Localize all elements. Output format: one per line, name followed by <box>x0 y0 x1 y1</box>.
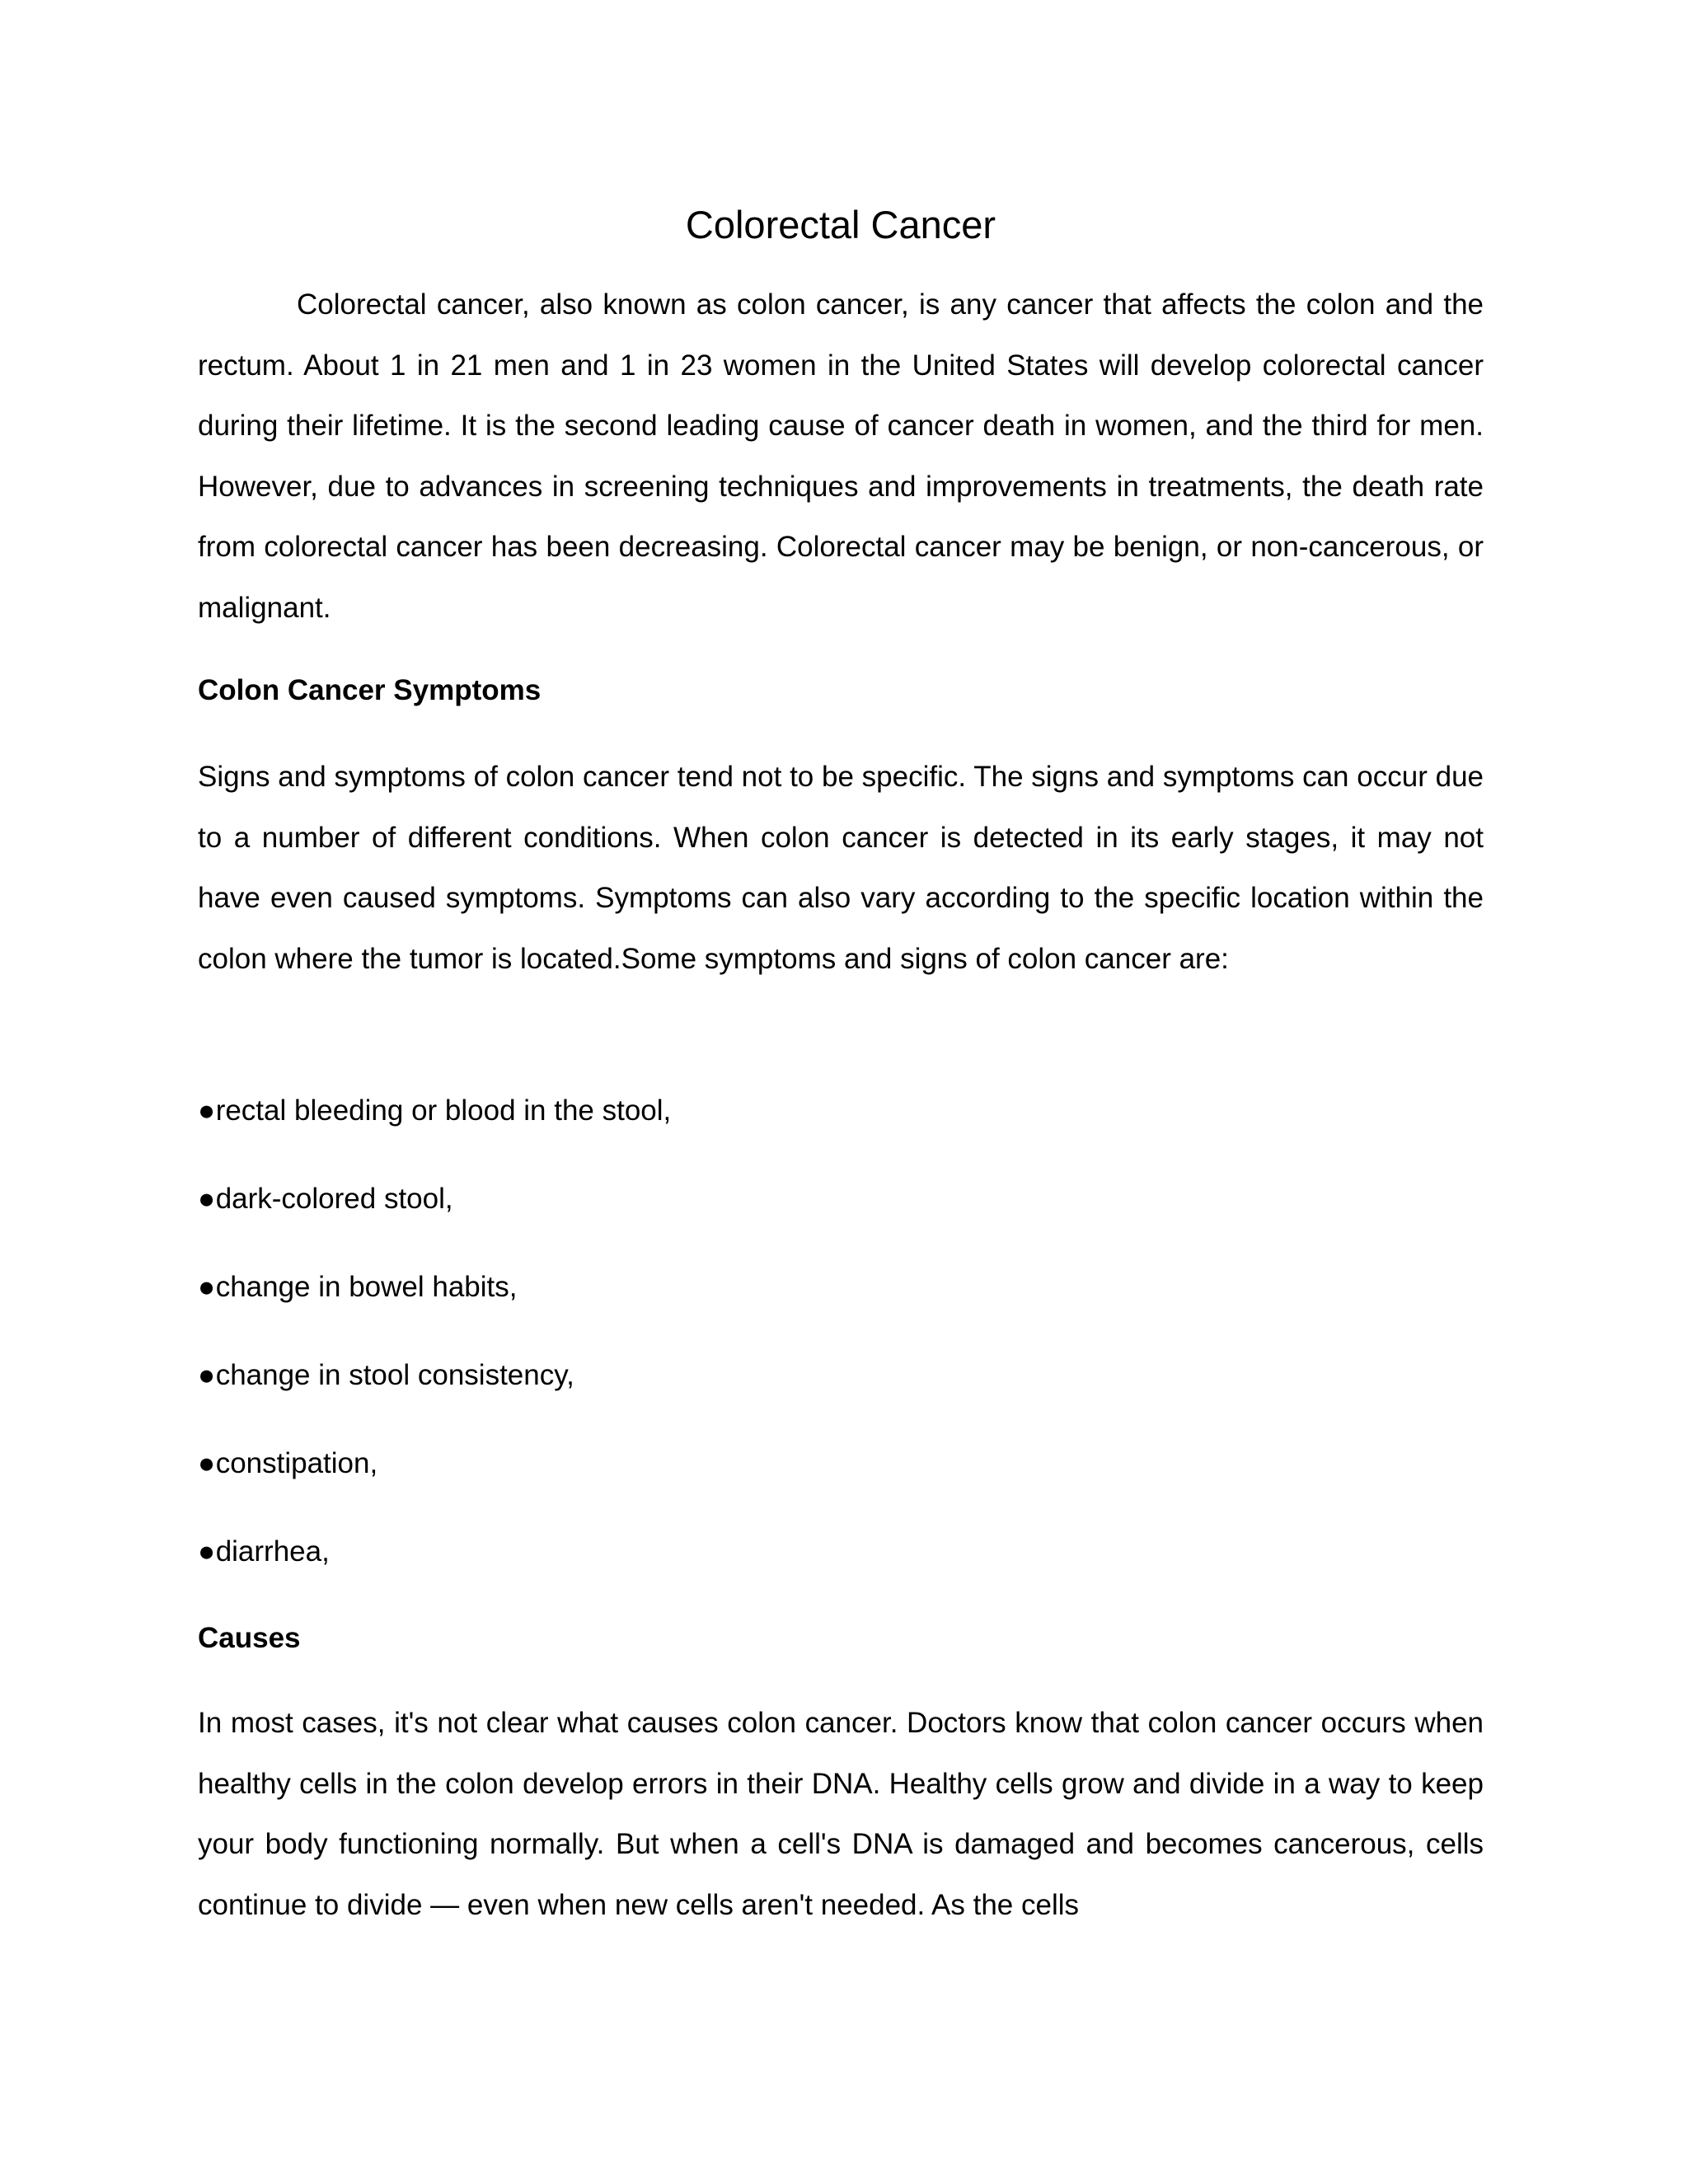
list-item-text: dark-colored stool, <box>215 1183 453 1215</box>
causes-paragraph: In most cases, it's not clear what causes colon cancer. Doctors know that colon cancer occurs when healthy cells in the colon develop errors in their DNA. Healthy cells grow and divide in a way to keep your body functioning normally. But when a cell's DNA is damaged and becomes cancerous, cells continue to divide — even when new cells aren't needed. As the cells <box>198 1707 1484 1921</box>
symptoms-list <box>198 1086 671 1615</box>
list-item-text: diarrhea, <box>215 1535 330 1568</box>
list-item-text: change in bowel habits, <box>215 1271 518 1303</box>
bullet-icon: ● <box>198 1447 216 1479</box>
bullet-icon: ● <box>198 1094 216 1127</box>
bullet-icon: ● <box>198 1183 216 1215</box>
list-item <box>198 1263 671 1351</box>
symptoms-paragraph: Signs and symptoms of colon cancer tend not to be specific. The signs and symptoms can occur due to a number of different conditions. When colon cancer is detected in its early stages, it may not have even caused symptoms. Symptoms can also vary according to the specific location within the colon where the tumor is located.Some symptoms and signs of colon cancer are: <box>198 761 1484 975</box>
causes-heading: Causes <box>198 1622 301 1654</box>
bullet-icon: ● <box>198 1535 216 1568</box>
intro-paragraph: Colorectal cancer, also known as colon cancer, is any cancer that affects the colon and the rectum. About 1 in 21 men and 1 in 23 women in the United States will develop colorectal cancer during their lifetime. It is the second leading cause of cancer death in women, and the third for men. However, due to advances in screening techniques and improvements in treatments, the death rate from colorectal cancer has been decreasing. Colorectal cancer may be benign, or non-cancerous, or malignant. <box>198 288 1484 624</box>
list-item <box>198 1439 671 1527</box>
list-item <box>198 1086 671 1174</box>
list-item <box>198 1351 671 1439</box>
page-title: Colorectal Cancer <box>685 203 996 246</box>
list-item <box>198 1174 671 1263</box>
bullet-icon: ● <box>198 1271 216 1303</box>
list-item-text: change in stool consistency, <box>215 1359 574 1391</box>
bullet-icon: ● <box>198 1359 216 1391</box>
list-item-text: constipation, <box>215 1447 378 1479</box>
symptoms-heading: Colon Cancer Symptoms <box>198 674 542 706</box>
list-item-text: rectal bleeding or blood in the stool, <box>215 1094 672 1127</box>
list-item <box>198 1527 671 1615</box>
